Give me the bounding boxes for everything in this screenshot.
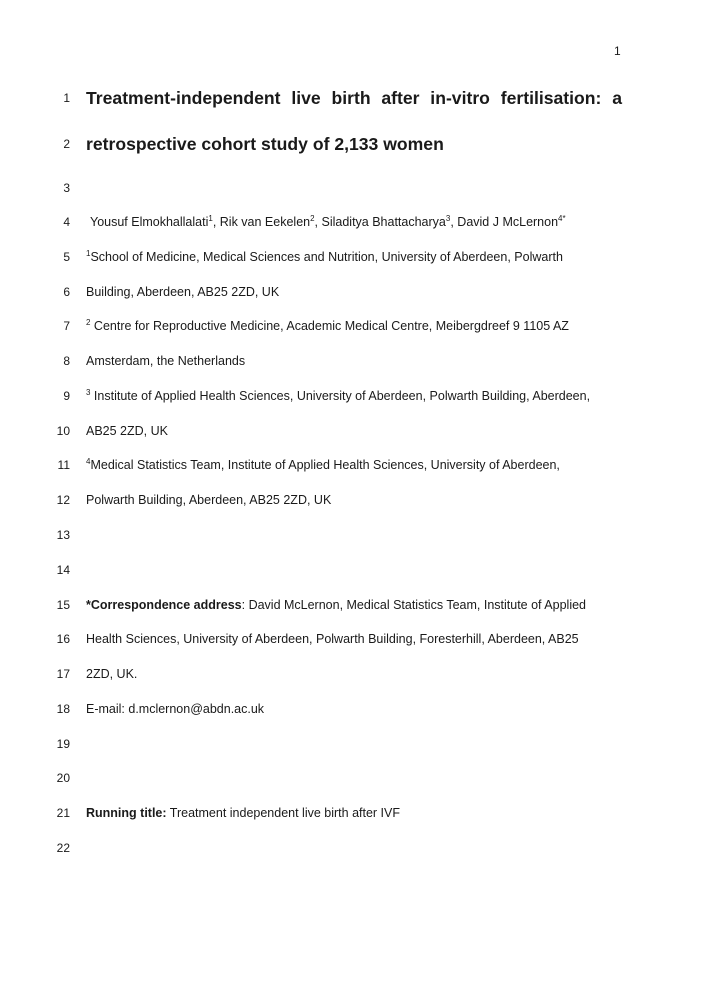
line-number: 20 [56,771,70,785]
paper-title-line-1: Treatment-independent live birth after in-vitro fertilisation: a [86,88,622,108]
manuscript-line [0,766,707,790]
manuscript-line [0,523,707,547]
manuscript-line [0,210,707,234]
author-name: David J McLernon [457,215,559,229]
line-number: 2 [63,137,70,151]
manuscript-line [0,836,707,860]
author-affiliation-marker: 3 [445,214,451,223]
affiliation-4: $^4$Medical Statistics Team, Institute of Applied Health Sciences, University of Aberdeen, [86,457,560,472]
author-affiliation-marker: 4* [558,214,566,223]
manuscript-line [0,558,707,582]
manuscript-line [0,314,707,338]
manuscript-line [0,801,707,825]
manuscript-line [0,488,707,512]
line-number: 1 [63,91,70,105]
line-number: 19 [56,737,70,751]
affiliation-1-continued: Building, Aberdeen, AB25 2ZD, UK [86,285,280,299]
manuscript-line [0,86,707,110]
correspondence-address: *Correspondence address: David McLernon, Medical Statistics Team, Institute of Applied [86,598,586,612]
manuscript-line [0,453,707,477]
affiliation-3: $^3$ Institute of Applied Health Sciences, University of Aberdeen, Polwarth Building, Aberdeen, [86,388,591,403]
affiliation-2-continued: Amsterdam, the Netherlands [86,354,246,368]
affiliation-2: $^2$ Centre for Reproductive Medicine, Academic Medical Centre, Meibergdreef 9 1105 AZ [86,318,569,333]
line-number: 15 [56,598,70,612]
author-name: Siladitya Bhattacharya [321,215,446,229]
line-number: 17 [56,667,70,681]
manuscript-line [0,419,707,443]
affiliation-3-continued: AB25 2ZD, UK [86,424,168,438]
line-number: 9 [63,389,70,403]
affiliation-1: $^1$School of Medicine, Medical Sciences and Nutrition, University of Aberdeen, Polwarth [86,249,563,264]
running-title-label: Running title: [86,806,167,820]
line-number: 8 [63,354,70,368]
manuscript-line [0,245,707,269]
manuscript-line [0,593,707,617]
correspondence-address-end: 2ZD, UK. [86,667,138,681]
paper-title-line-2: retrospective cohort study of 2,133 women [86,134,444,154]
author-name: Rik van Eekelen [219,215,311,229]
manuscript-line [0,662,707,686]
manuscript-line [0,732,707,756]
line-number: 16 [56,632,70,646]
running-title: Running title: Treatment independent live birth after IVF [86,806,401,820]
manuscript-line [0,176,707,200]
line-number: 14 [56,563,70,577]
line-number: 10 [56,424,70,438]
author-list: Yousuf Elmokhallalati$^1$, Rik van Eekelen$^2$, Siladitya Bhattacharya$^3$, David J McLernon$^{4*}$ [90,214,566,229]
line-number: 13 [56,528,70,542]
email-address: E-mail: d.mclernon@abdn.ac.uk [86,702,265,716]
line-number: 4 [63,215,70,229]
author-affiliation-marker: 1 [208,214,213,223]
page-number: 1 [614,44,621,58]
line-number: 11 [57,458,70,472]
line-number: 21 [56,806,70,820]
manuscript-line [0,384,707,408]
manuscript-line [0,132,707,156]
line-number: 18 [56,702,70,716]
manuscript-line [0,349,707,373]
author-name: Yousuf Elmokhallalati [90,215,209,229]
correspondence-address-continued: Health Sciences, University of Aberdeen, Polwarth Building, Foresterhill, Aberdeen, AB25 [86,632,579,646]
line-number: 5 [63,250,70,264]
line-number: 12 [56,493,70,507]
author-affiliation-marker: 2 [310,214,315,223]
manuscript-line [0,697,707,721]
line-number: 22 [56,841,70,855]
manuscript-line [0,280,707,304]
correspondence-label: *Correspondence address [86,598,242,612]
manuscript-line [0,627,707,651]
line-number: 7 [63,319,70,333]
line-number: 3 [63,181,70,195]
line-number: 6 [63,285,70,299]
affiliation-4-continued: Polwarth Building, Aberdeen, AB25 2ZD, UK [86,493,332,507]
